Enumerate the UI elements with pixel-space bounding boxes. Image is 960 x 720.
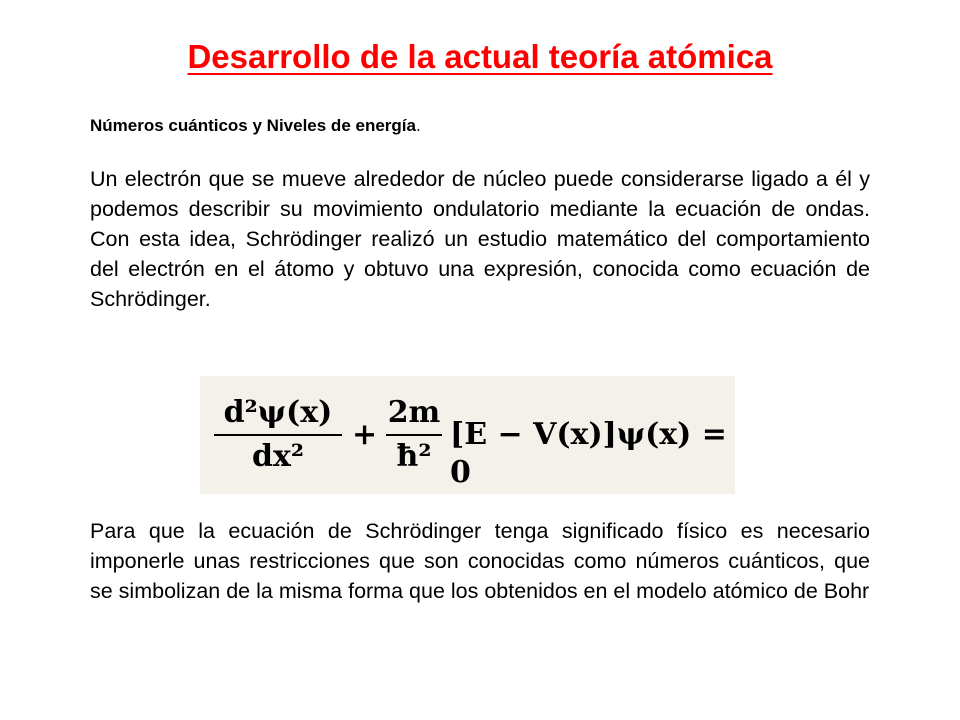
mass-planck-fraction (386, 394, 442, 476)
plus-sign: + (352, 417, 378, 452)
frac1-numerator: d²ψ(x) (223, 395, 333, 430)
restrictions-paragraph: Para que la ecuación de Schrödinger tenga significado físico es necesario imponerle unas restricciones que son conocidas como números cuánticos, que se simbolizan de la misma forma que los obtenidos en el modelo atómico de Bohr (90, 519, 870, 603)
frac2-denominator: ħ² (396, 439, 432, 474)
schrodinger-equation (200, 376, 735, 494)
section-subtitle (90, 116, 421, 136)
schrodinger-equation-image (200, 376, 735, 494)
subtitle-tail: . (415, 116, 421, 135)
intro-paragraph: Un electrón que se mueve alrededor de núcleo puede considerarse ligado a él y podemos describir su movimiento ondulatorio mediante la ecuación de ondas. Con esta idea, Schrödinger realizó un estudio matemático del comportamiento del electrón en el átomo y obtuvo una expresión, conocida como ecuación de Schrödinger. (90, 167, 870, 311)
page-title: Desarrollo de la actual teoría atómica (187, 38, 773, 75)
frac2-numerator: 2m (387, 395, 441, 430)
frac1-denominator: dx² (251, 439, 304, 474)
frac2-bar (386, 434, 442, 436)
second-derivative-fraction (214, 394, 342, 476)
frac1-bar (214, 434, 342, 436)
subtitle-bold: Números cuánticos y Niveles de energía (90, 116, 416, 135)
equation-rest: [E − V(x)]ψ(x) = 0 (450, 417, 727, 490)
